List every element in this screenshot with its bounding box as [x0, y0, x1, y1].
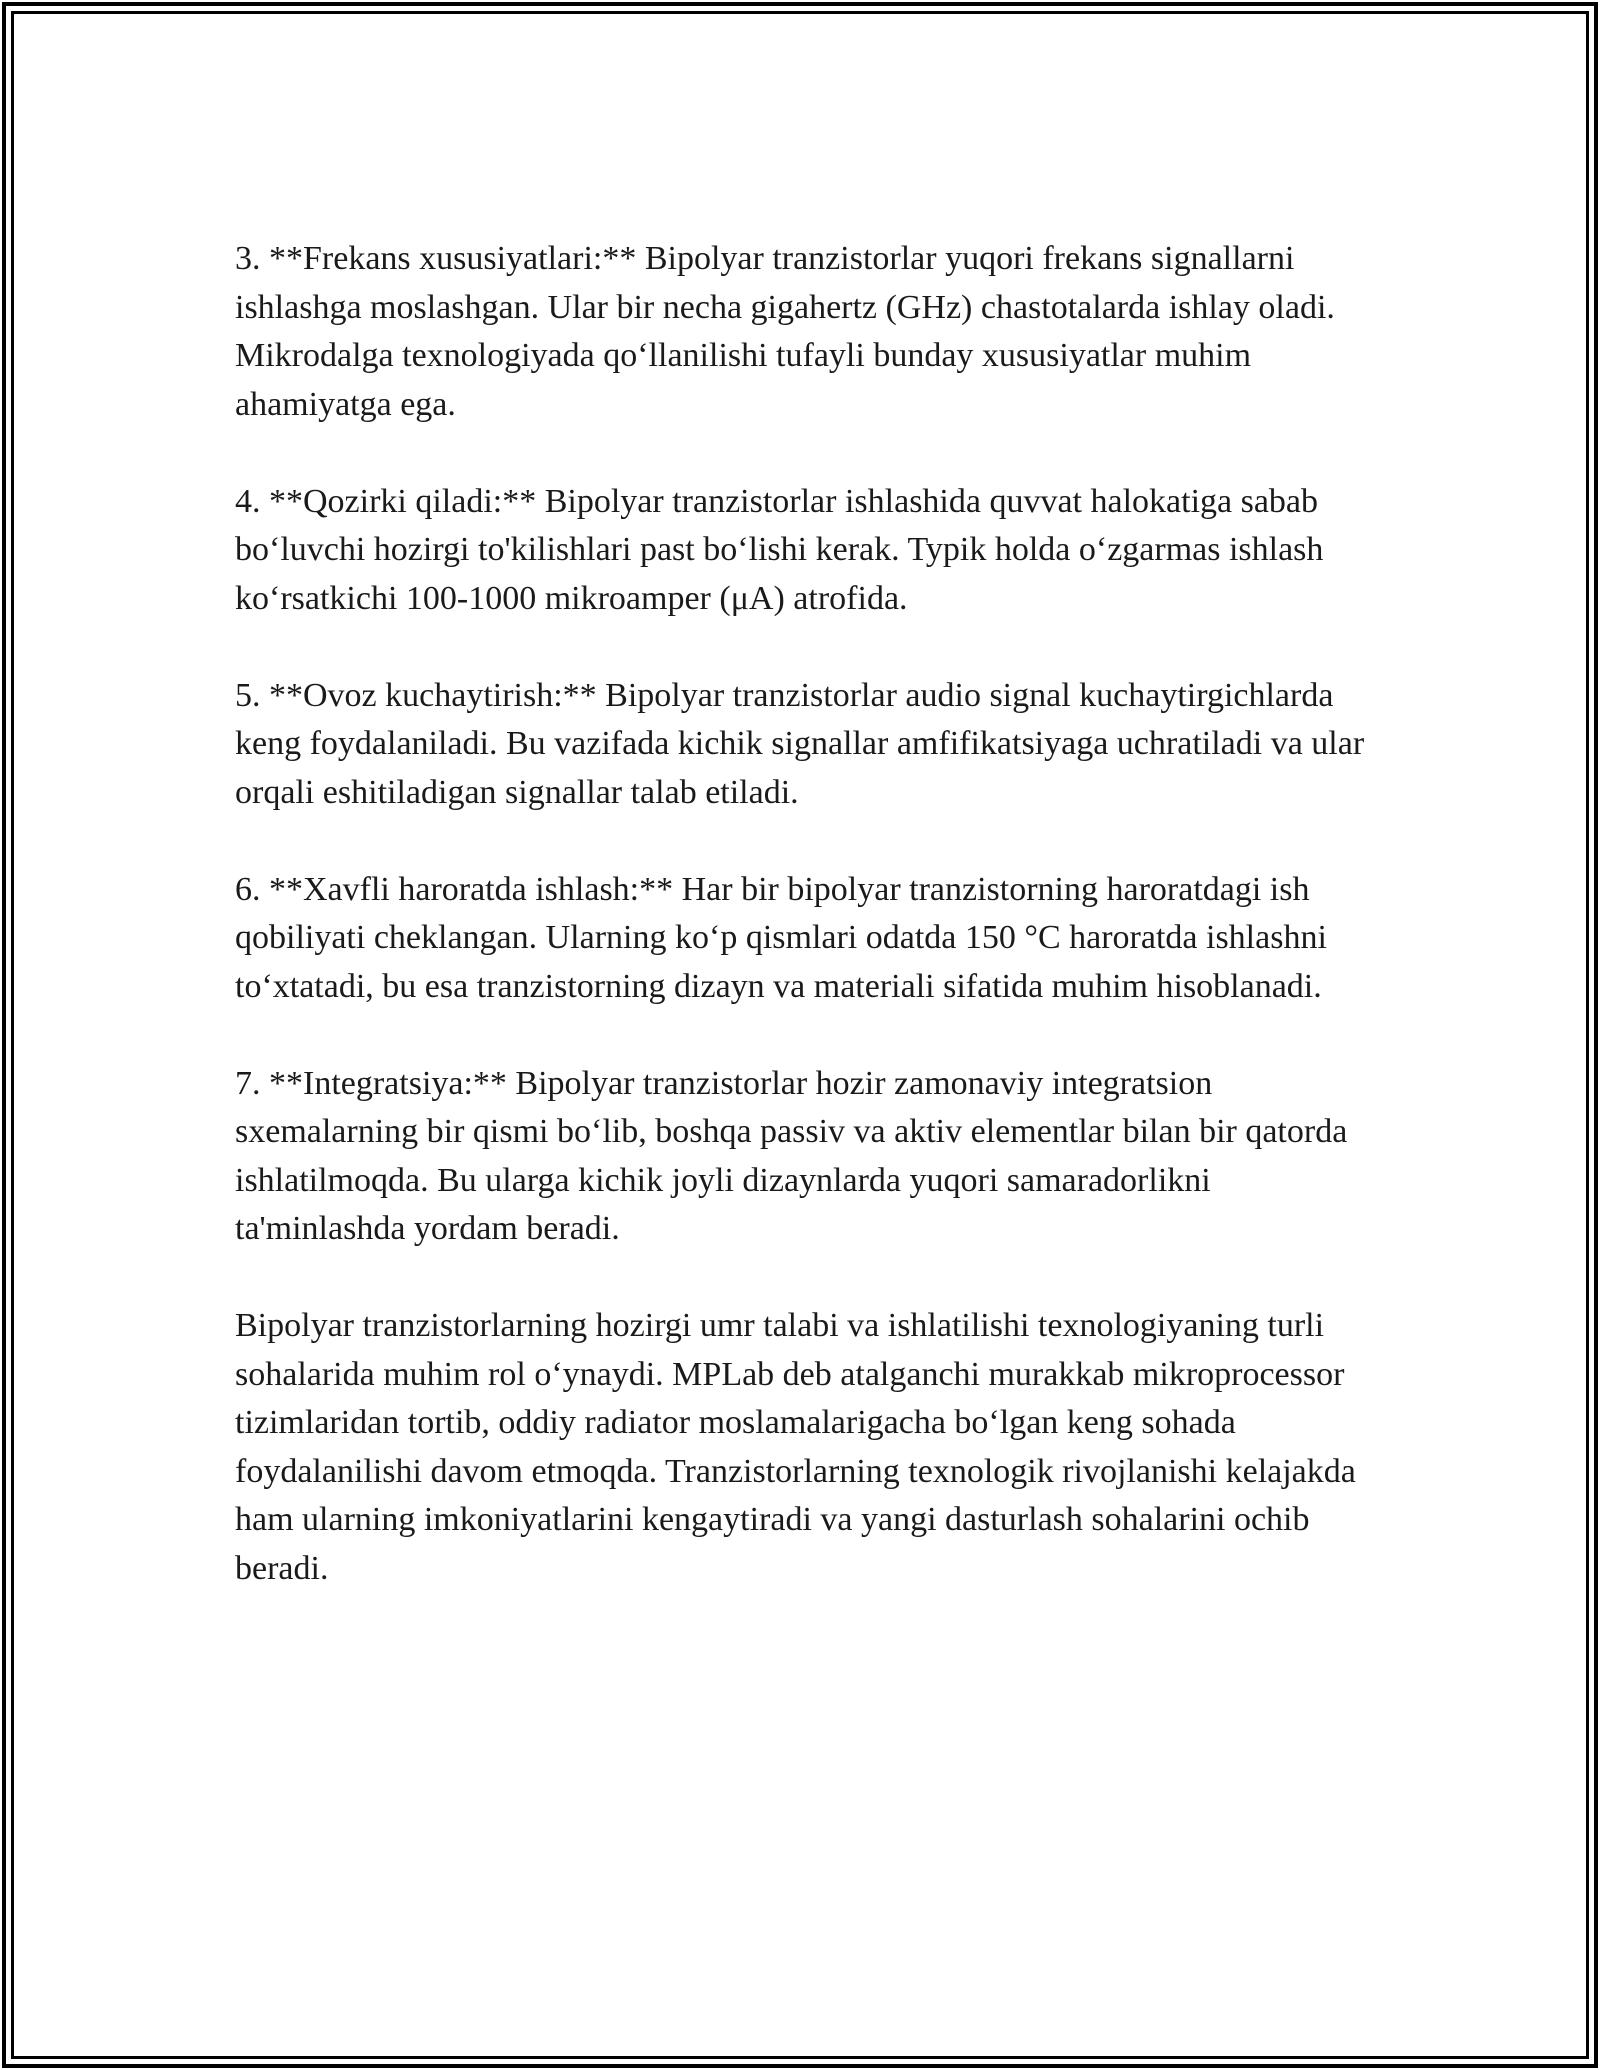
paragraph-integration: 7. **Integratsiya:** Bipolyar tranzistorlar hozir zamonaviy integratsion sxemalarning bir qismi bo‘lib, boshqa passiv va aktiv elementlar bilan bir qatorda ishlatilmoqda. Bu ularga kichik joyli dizaynlarda yuqori samaradorlikni ta'minlashda yordam beradi.	[235, 1064, 1348, 1247]
paragraph-temperature-limits: 6. **Xavfli haroratda ishlash:** Har bir bipolyar tranzistorning haroratdagi ish qobiliyati cheklangan. Ularning ko‘p qismlari odatda 150 °C haroratda ishlashni to‘xtatadi, bu esa tranzistorning dizayn va materiali sifatida muhim hisoblanadi.	[235, 870, 1327, 1005]
paragraph-leakage-current: 4. **Qozirki qiladi:** Bipolyar tranzistorlar ishlashida quvvat halokatiga sabab bo‘luvchi hozirgi to'kilishlari past bo‘lishi kerak. Typik holda o‘zgarmas ishlash ko‘rsatkichi 100-1000 mikroamper (μA) atrofida.	[235, 482, 1324, 617]
document-body	[235, 235, 1365, 1642]
paragraph-frequency-properties: 3. **Frekans xususiyatlari:** Bipolyar tranzistorlar yuqori frekans signallarni ishlashga moslashgan. Ular bir necha gigahertz (GHz) chastotalarda ishlay oladi. Mikrodalga texnologiyada qo‘llanilishi tufayli bunday xususiyatlar muhim ahamiyatga ega.	[235, 240, 1335, 423]
paragraph-conclusion: Bipolyar tranzistorlarning hozirgi umr talabi va ishlatilishi texnologiyaning turli sohalarida muhim rol o‘ynaydi. MPLab deb atalganchi murakkab mikroprocessor tizimlaridan tortib, oddiy radiator moslamalarigacha bo‘lgan keng sohada foydalanilishi davom etmoqda. Tranzistorlarning texnologik rivojlanishi kelajakda ham ularning imkoniyatlarini kengaytiradi va yangi dasturlash sohalarini ochib beradi.	[235, 1307, 1356, 1587]
paragraph-audio-amplification: 5. **Ovoz kuchaytirish:** Bipolyar tranzistorlar audio signal kuchaytirgichlarda keng foydalaniladi. Bu vazifada kichik signallar amfifikatsiyaga uchratiladi va ular orqali eshitiladigan signallar talab etiladi.	[235, 676, 1365, 811]
